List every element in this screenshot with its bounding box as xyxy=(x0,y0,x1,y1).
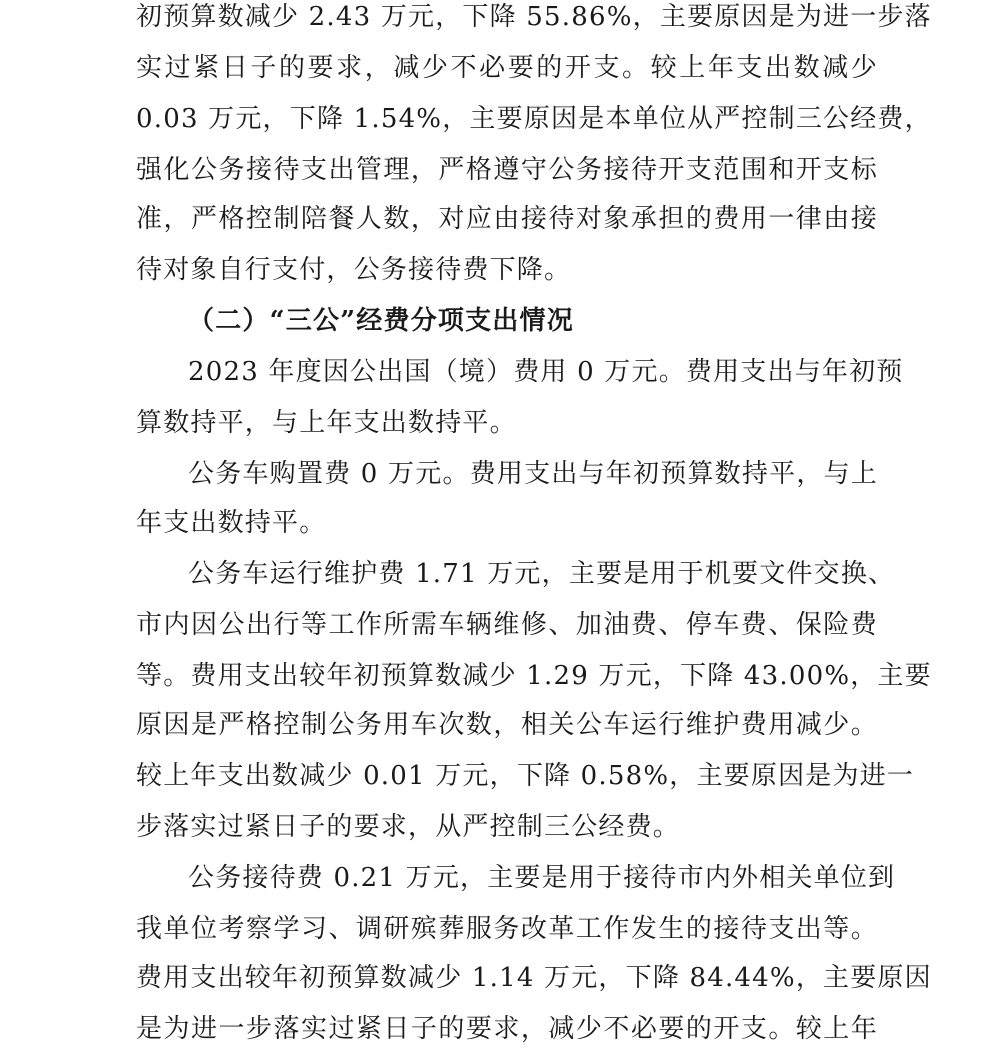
text-line: 等。费用支出较年初预算数减少 1.29 万元，下降 43.00%，主要 xyxy=(136,661,932,691)
text-line: 0.03 万元，下降 1.54%，主要原因是本单位从严控制三公经费， xyxy=(136,104,932,134)
section-heading: （二）“三公”经费分项支出情况 xyxy=(188,306,574,336)
text-line: 初预算数减少 2.43 万元，下降 55.86%，主要原因是为进一步落 xyxy=(136,2,932,32)
text-line: 是为进一步落实过紧日子的要求，减少不必要的开支。较上年 xyxy=(136,1014,878,1044)
text-line: 市内因公出行等工作所需车辆维修、加油费、停车费、保险费 xyxy=(136,610,878,640)
text-line: 公务接待费 0.21 万元，主要是用于接待市内外相关单位到 xyxy=(188,863,896,893)
text-line: 较上年支出数减少 0.01 万元，下降 0.58%，主要原因是为进一 xyxy=(136,761,915,791)
text-line: 年支出数持平。 xyxy=(136,508,327,538)
text-line: 实过紧日子的要求，减少不必要的开支。较上年支出数减少 xyxy=(136,53,878,83)
text-line: 原因是严格控制公务用车次数，相关公车运行维护费用减少。 xyxy=(136,710,878,740)
text-line: 费用支出较年初预算数减少 1.14 万元，下降 84.44%，主要原因 xyxy=(136,963,932,993)
text-line: 公务车运行维护费 1.71 万元，主要是用于机要文件交换、 xyxy=(188,559,896,589)
text-line: 准，严格控制陪餐人数，对应由接待对象承担的费用一律由接 xyxy=(136,204,878,234)
text-line: 待对象自行支付，公务接待费下降。 xyxy=(136,255,572,285)
text-line: 公务车购置费 0 万元。费用支出与年初预算数持平，与上 xyxy=(188,459,878,489)
text-line: 2023 年度因公出国（境）费用 0 万元。费用支出与年初预 xyxy=(188,357,904,387)
text-line: 强化公务接待支出管理，严格遵守公务接待开支范围和开支标 xyxy=(136,155,878,185)
text-line: 步落实过紧日子的要求，从严控制三公经费。 xyxy=(136,812,681,842)
text-line: 算数持平，与上年支出数持平。 xyxy=(136,408,517,438)
text-line: 我单位考察学习、调研殡葬服务改革工作发生的接待支出等。 xyxy=(136,914,878,944)
